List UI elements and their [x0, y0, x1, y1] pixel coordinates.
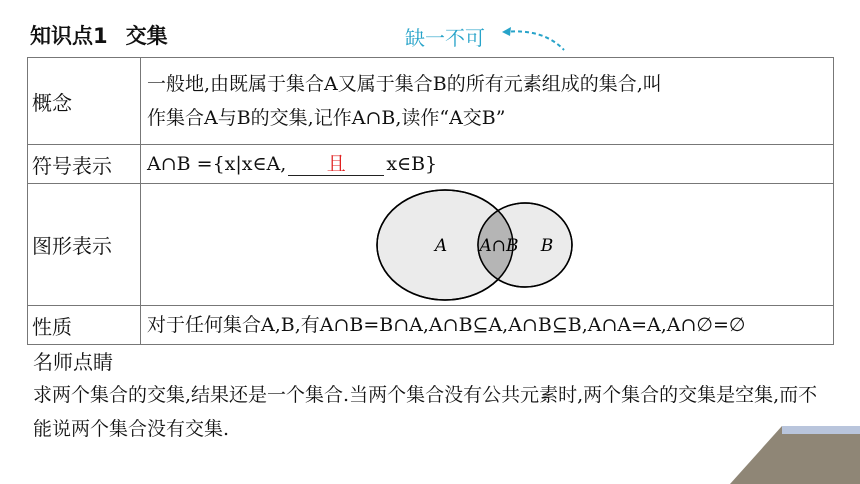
- table-row: [28, 58, 834, 145]
- venn-label-a: A: [434, 235, 448, 256]
- table-row: [28, 306, 834, 345]
- tip-body: 求两个集合的交集,结果还是一个集合.当两个集合没有公共元素时,两个集合的交集是空集,而不能说两个集合没有交集.: [33, 384, 818, 440]
- topic-name: 交集: [125, 24, 168, 48]
- section-title: [30, 20, 168, 50]
- table-row: [28, 145, 834, 184]
- symbol-content: [141, 145, 834, 184]
- curved-arrow-icon: [498, 20, 578, 60]
- fill-in-blank: 且: [288, 153, 384, 176]
- corner-decoration: [730, 426, 860, 484]
- venn-label-intersection: A∩B: [479, 235, 519, 256]
- row-label-concept: 概念: [28, 58, 141, 145]
- tip-heading: 名师点睛: [33, 350, 113, 374]
- concept-line: 一般地,由既属于集合A又属于集合B的所有元素组成的集合,叫: [147, 73, 662, 95]
- row-label-property: 性质: [28, 306, 141, 345]
- table-row: [28, 184, 834, 306]
- concept-content: [141, 58, 834, 145]
- symbol-suffix: x∈B}: [386, 153, 438, 175]
- knowledge-point-number: 知识点1: [30, 24, 108, 48]
- symbol-prefix: A∩B ={x|x∈A,: [147, 153, 287, 175]
- venn-diagram: [367, 188, 607, 302]
- graphic-content: [141, 184, 834, 306]
- property-content: 对于任何集合A,B,有A∩B=B∩A,A∩B⊆A,A∩B⊆B,A∩A=A,A∩∅=∅: [141, 306, 834, 345]
- emphasis-note: 缺一不可: [405, 26, 485, 50]
- row-label-symbol: 符号表示: [28, 145, 141, 184]
- venn-label-b: B: [540, 235, 554, 256]
- row-label-graphic: 图形表示: [28, 184, 141, 306]
- concept-line: 作集合A与B的交集,记作A∩B,读作“A交B”: [147, 107, 506, 129]
- concept-table: [27, 57, 834, 345]
